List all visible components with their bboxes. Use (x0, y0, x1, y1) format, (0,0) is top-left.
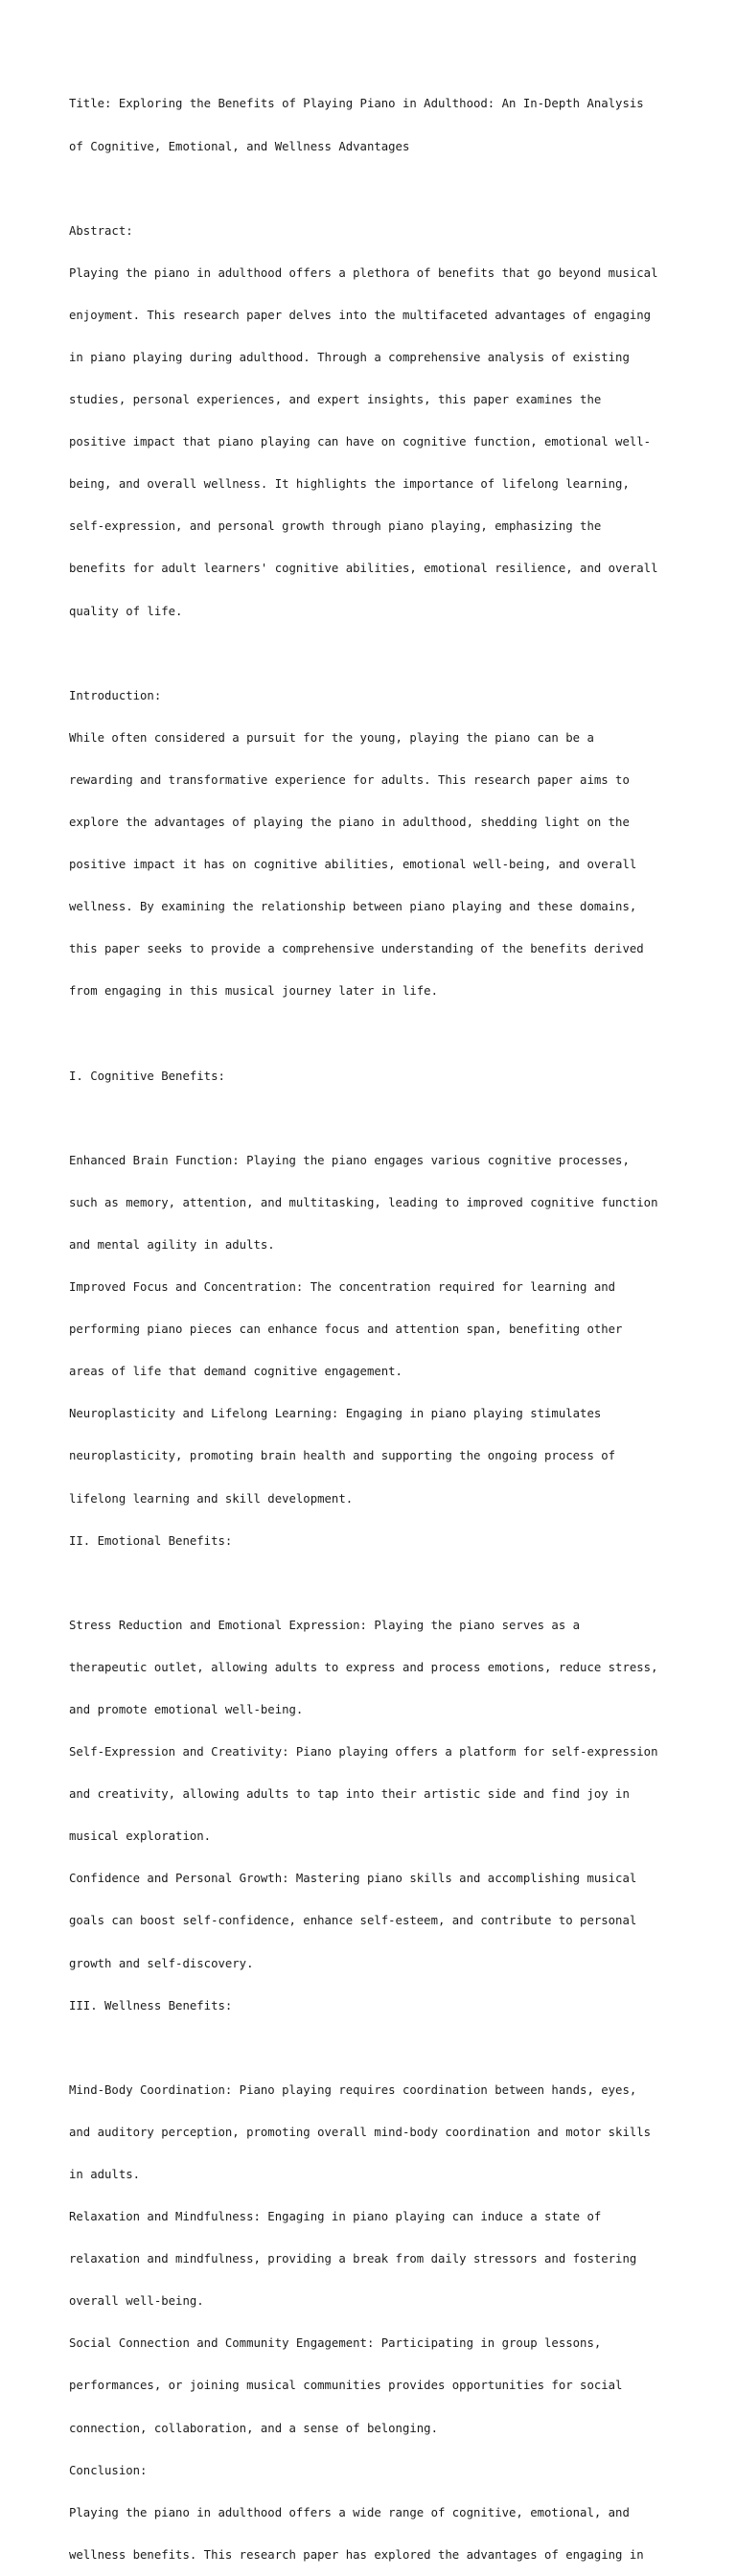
emotional-line: and promote emotional well-being. (69, 1702, 304, 1716)
introduction-line: this paper seeks to provide a comprehensive understanding of the benefits derived (69, 942, 644, 956)
title-line-1: Title: Exploring the Benefits of Playing Piano in Adulthood: An In-Depth Analysis (69, 97, 644, 111)
introduction-line: While often considered a pursuit for the young, playing the piano can be a (69, 730, 594, 745)
emotional-line: goals can boost self-confidence, enhance self-esteem, and contribute to personal (69, 1914, 637, 1928)
emotional-line: therapeutic outlet, allowing adults to express and process emotions, reduce stress, (69, 1660, 658, 1674)
abstract-heading: Abstract: (69, 223, 133, 238)
cognitive-line: such as memory, attention, and multitasking, leading to improved cognitive function (69, 1195, 658, 1209)
cognitive-line: Improved Focus and Concentration: The concentration required for learning and (69, 1280, 616, 1295)
conclusion-line: Playing the piano in adulthood offers a wide range of cognitive, emotional, and (69, 2505, 630, 2519)
cognitive-line: lifelong learning and skill development. (69, 1491, 354, 1506)
wellness-line: connection, collaboration, and a sense of belonging. (69, 2421, 438, 2435)
blank-line (69, 1576, 702, 1591)
cognitive-line: and mental agility in adults. (69, 1237, 275, 1252)
conclusion-heading: Conclusion: (69, 2463, 148, 2477)
introduction-line: from engaging in this musical journey later in life. (69, 984, 438, 999)
wellness-line: Social Connection and Community Engagement: Participating in group lessons, (69, 2336, 602, 2351)
wellness-line: in adults. (69, 2168, 141, 2181)
section-heading-emotional: II. Emotional Benefits: (69, 1533, 233, 1548)
introduction-line: rewarding and transformative experience for adults. This research paper aims to (69, 772, 630, 787)
wellness-line: performances, or joining musical communities provides opportunities for social (69, 2379, 623, 2393)
blank-line (69, 2041, 702, 2056)
emotional-line: growth and self-discovery. (69, 1956, 254, 1970)
section-heading-cognitive: I. Cognitive Benefits: (69, 1069, 225, 1083)
abstract-line: quality of life. (69, 604, 183, 618)
cognitive-line: Neuroplasticity and Lifelong Learning: Engaging in piano playing stimulates (69, 1407, 602, 1421)
blank-line (69, 1112, 702, 1126)
introduction-line: explore the advantages of playing the piano in adulthood, shedding light on the (69, 816, 630, 829)
section-heading-wellness: III. Wellness Benefits: (69, 1998, 233, 2012)
emotional-line: Confidence and Personal Growth: Mastering piano skills and accomplishing musical (69, 1872, 637, 1886)
wellness-line: overall well-being. (69, 2294, 204, 2309)
introduction-heading: Introduction: (69, 688, 162, 702)
introduction-line: positive impact it has on cognitive abilities, emotional well-being, and overall (69, 858, 637, 872)
cognitive-line: performing piano pieces can enhance focus and attention span, benefiting other (69, 1322, 623, 1337)
abstract-line: positive impact that piano playing can have on cognitive function, emotional well- (69, 435, 652, 449)
cognitive-line: Enhanced Brain Function: Playing the piano engages various cognitive processes, (69, 1153, 630, 1167)
wellness-line: Mind-Body Coordination: Piano playing requires coordination between hands, eyes, (69, 2082, 637, 2097)
wellness-line: relaxation and mindfulness, providing a break from daily stressors and fostering (69, 2252, 637, 2266)
emotional-line: musical exploration. (69, 1829, 212, 1844)
emotional-line: and creativity, allowing adults to tap into their artistic side and find joy in (69, 1787, 630, 1802)
emotional-line: Stress Reduction and Emotional Expression: Playing the piano serves as a (69, 1618, 581, 1632)
conclusion-line: wellness benefits. This research paper has explored the advantages of engaging in (69, 2547, 644, 2562)
document-body (69, 69, 702, 2576)
blank-line (69, 647, 702, 661)
introduction-line: wellness. By examining the relationship between piano playing and these domains, (69, 900, 637, 914)
blank-line (69, 1026, 702, 1041)
abstract-line: Playing the piano in adulthood offers a plethora of benefits that go beyond musical (69, 265, 658, 280)
abstract-line: in piano playing during adulthood. Through a comprehensive analysis of existing (69, 350, 630, 364)
blank-line (69, 182, 702, 196)
wellness-line: Relaxation and Mindfulness: Engaging in piano playing can induce a state of (69, 2210, 602, 2224)
abstract-line: self-expression, and personal growth through piano playing, emphasizing the (69, 519, 602, 534)
abstract-line: studies, personal experiences, and expert insights, this paper examines the (69, 393, 602, 407)
title-line-2: of Cognitive, Emotional, and Wellness Advantages (69, 139, 410, 153)
emotional-line: Self-Expression and Creativity: Piano playing offers a platform for self-expression (69, 1745, 658, 1760)
abstract-line: enjoyment. This research paper delves into the multifaceted advantages of engaging (69, 308, 652, 322)
wellness-line: and auditory perception, promoting overall mind-body coordination and motor skills (69, 2125, 652, 2139)
cognitive-line: neuroplasticity, promoting brain health and supporting the ongoing process of (69, 1449, 616, 1463)
cognitive-line: areas of life that demand cognitive engagement. (69, 1365, 402, 1379)
abstract-line: being, and overall wellness. It highlights the importance of lifelong learning, (69, 477, 630, 492)
abstract-line: benefits for adult learners' cognitive abilities, emotional resilience, and overall (69, 562, 658, 576)
